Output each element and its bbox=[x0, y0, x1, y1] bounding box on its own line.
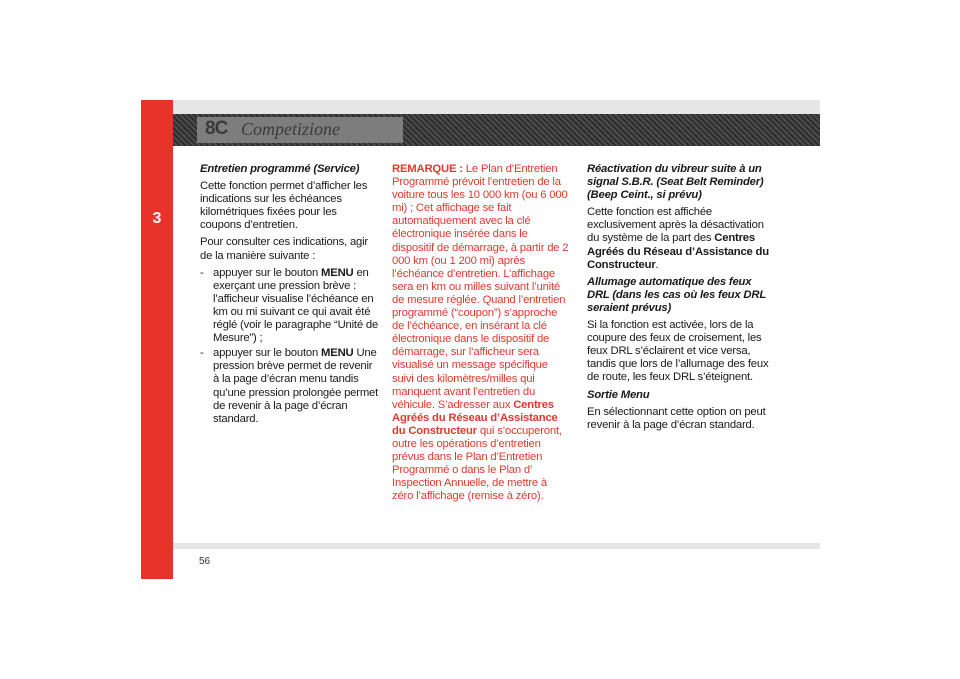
paragraph: En sélectionnant cette option on peut revenir à la page d’écran standard. bbox=[587, 405, 766, 431]
column-left bbox=[200, 163, 380, 428]
menu-key-label: MENU bbox=[321, 266, 354, 279]
note-paragraph: REMARQUE : Le Plan d’Entretien Programmé prévoit l’entretien de la voiture tous les 10 000 km (ou 6 000 mi) ; Cet affichage se fait automatiquement avec la clé électronique insérée dans le dispositif de démarrage, à partir de 2 000 km (ou 1 200 mi) après l’échéance d’entretien. L’affichage sera en km ou milles suivant l’unité de mesure réglée. Quand l’entretien programmé (“coupon”) s’approche de l’échéance, en insérant la clé électronique dans le dispositif de démarrage, sur l’afficheur sera visualisé un message spécifique suivi des kilomètres/milles qui manquent avant l’entretien du véhicule. S’adresser aux Centres Agréés du Réseau d’Assistance du Constructeur qui s’occuperont, outre les opérations d’entretien prévus dans le Plan d’Entretien Programmé o dans le Plan d’ Inspection Annuelle, de mettre à zéro l’affichage (remise à zéro). bbox=[392, 163, 569, 503]
paragraph: Cette fonction est affichée exclusivement après la désactivation du système de la part des Centres Agréés du Réseau d’Assistance du Constructeur. bbox=[587, 206, 769, 271]
bottom-rule bbox=[173, 543, 820, 549]
paragraph: Cette fonction permet d’afficher les indications sur les échéances kilométriques fixées pour les coupons d’entretien. bbox=[200, 180, 368, 232]
instruction-list bbox=[200, 267, 380, 426]
top-rule bbox=[173, 100, 820, 114]
page-number: 56 bbox=[199, 556, 211, 567]
section-heading: Entretien programmé (Service) bbox=[200, 163, 360, 175]
logo-script: Competizione bbox=[241, 119, 340, 139]
note-label: REMARQUE : bbox=[392, 163, 463, 175]
chapter-number: 3 bbox=[152, 210, 162, 227]
section-heading: Sortie Menu bbox=[587, 388, 650, 401]
paragraph: Si la fonction est activée, lors de la coupure des feux de croisement, les feux DRL s’éclairent et vice versa, tandis que lors de l’allumage des feux de route, les feux DRL s’éteignent. bbox=[587, 319, 769, 384]
list-item: - appuyer sur le bouton MENU Une pression brève permet de revenir à la page d’écran menu tandis qu’une pression prolongée permet de revenir à la page d’écran standard. bbox=[200, 347, 380, 426]
logo-number: 8C bbox=[205, 118, 228, 139]
menu-key-label: MENU bbox=[321, 347, 354, 360]
column-middle-note bbox=[392, 163, 570, 507]
column-right bbox=[587, 163, 769, 436]
header-banner bbox=[173, 114, 820, 146]
service-network-name: Centres Agréés du Réseau d’Assistance du Constructeur bbox=[587, 232, 769, 271]
logo-box bbox=[197, 117, 403, 143]
section-heading: Allumage automatique des feux DRL (dans les cas où les feux DRL seraient prévus) bbox=[587, 275, 766, 314]
service-network-name: Centres Agréés du Réseau d’Assistance du Constructeur bbox=[392, 398, 558, 437]
chapter-tab bbox=[141, 100, 173, 579]
section-heading: Réactivation du vibreur suite à un signal S.B.R. (Seat Belt Reminder) (Beep Ceint., si prévu) bbox=[587, 163, 764, 202]
list-item: - appuyer sur le bouton MENU en exerçant une pression brève : l’afficheur visualise l’échéance en km ou mi suivant ce qui avait été réglé (voir le paragraphe “Unité de Mesure”) ; bbox=[200, 267, 380, 346]
paragraph: Pour consulter ces indications, agir de la manière suivante : bbox=[200, 236, 368, 262]
